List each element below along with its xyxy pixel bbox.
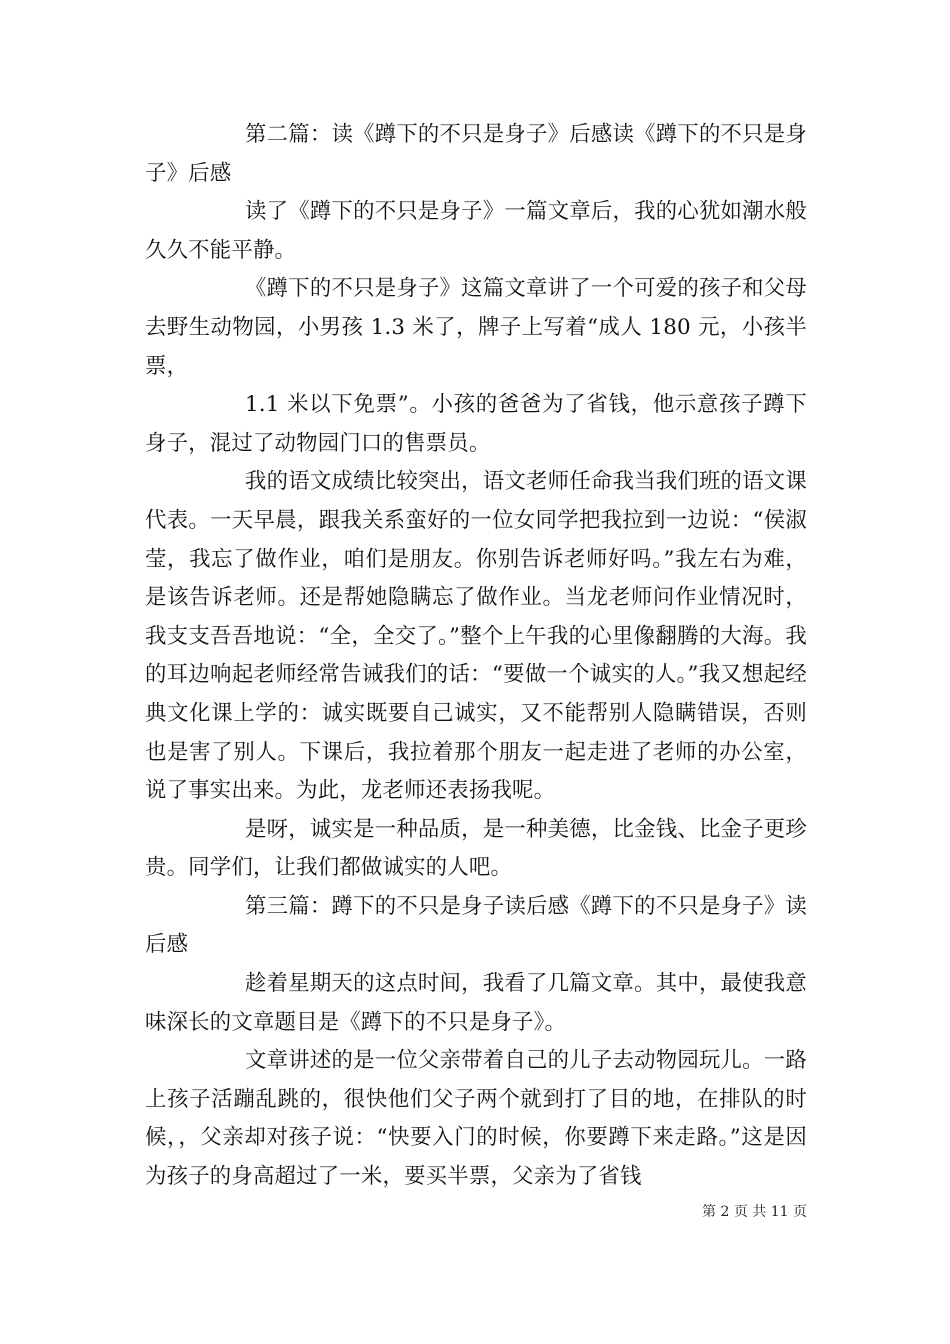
section-heading-3: 第三篇：蹲下的不只是身子读后感《蹲下的不只是身子》读后感 xyxy=(145,893,807,958)
section-heading-2: 第二篇：读《蹲下的不只是身子》后感读《蹲下的不只是身子》后感 xyxy=(145,122,807,186)
paragraph: 《蹲下的不只是身子》这篇文章讲了一个可爱的孩子和父母去野生动物园，小男孩 1.3 米了，牌子上写着“成人 180 元，小孩半票， xyxy=(145,276,807,379)
paragraph: 趁着星期天的这点时间，我看了几篇文章。其中，最使我意味深长的文章题目是《蹲下的不只是身子》。 xyxy=(145,971,807,1035)
paragraph: 文章讲述的是一位父亲带着自己的儿子去动物园玩儿。一路上孩子活蹦乱跳的，很快他们父子两个就到打了目的地，在排队的时候，，父亲却对孩子说：“快要入门的时候，你要蹲下来走路。”这是因为孩子的身高超过了一米，要买半票，父亲为了省钱 xyxy=(145,1048,807,1190)
paragraph: 是呀，诚实是一种品质，是一种美德，比金钱、比金子更珍贵。同学们，让我们都做诚实的人吧。 xyxy=(145,816,807,881)
paragraph: 我的语文成绩比较突出，语文老师任命我当我们班的语文课代表。一天早晨，跟我关系蛮好的一位女同学把我拉到一边说：“侯淑莹，我忘了做作业，咱们是朋友。你别告诉老师好吗。”我左右为难，是该告诉老师。还是帮她隐瞒忘了做作业。当龙老师问作业情况时，我支支吾吾地说：“全，全交了。”整个上午我的心里像翻腾的大海。我的耳边响起老师经常告诫我们的话：“要做一个诚实的人。”我又想起经典文化课上学的：诚实既要自己诚实，又不能帮别人隐瞒错误，否则也是害了别人。下课后，我拉着那个朋友一起走进了老师的办公室，说了事实出来。为此，龙老师还表扬我呢。 xyxy=(145,469,807,804)
paragraph: 1.1 米以下免票”。小孩的爸爸为了省钱，他示意孩子蹲下身子，混过了动物园门口的售票员。 xyxy=(145,392,807,456)
page-number-footer: 第 2 页 共 11 页 xyxy=(702,1204,807,1220)
document-body xyxy=(145,116,807,1197)
paragraph: 读了《蹲下的不只是身子》一篇文章后，我的心犹如潮水般久久不能平静。 xyxy=(145,199,807,263)
